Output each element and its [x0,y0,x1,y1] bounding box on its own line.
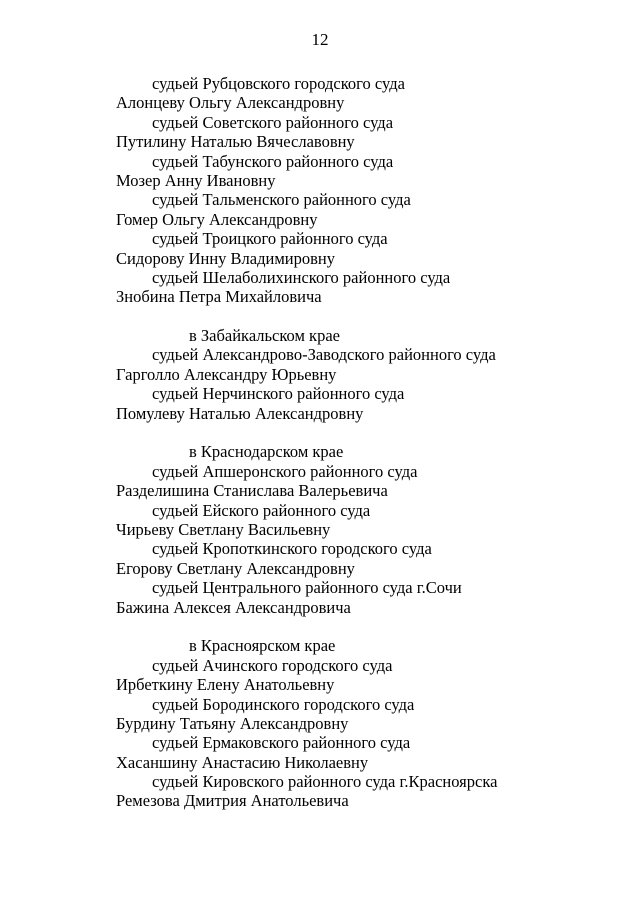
judge-name: Знобина Петра Михайловича [116,287,322,307]
region-section [0,442,640,617]
court-position: судьей Советского районного суда [152,112,394,132]
court-position: судьей Тальменского районного суда [152,190,411,210]
judge-name: Чирьеву Светлану Васильевну [116,519,331,539]
judge-name: Сидорову Инну Владимировну [116,248,335,268]
court-position: судьей Бородинского городского суда [152,694,415,714]
judge-name: Гомер Ольгу Александровну [116,209,318,229]
court-position: судьей Центрального районного суда г.Сочи [152,578,462,598]
region-heading: в Краснодарском крае [189,442,344,462]
judge-name: Мозер Анну Ивановну [116,170,276,190]
page-number: 12 [311,30,329,49]
judge-name: Бажина Алексея Александровича [116,597,351,617]
court-position: судьей Кропоткинского городского суда [152,539,432,559]
court-position: судьей Табунского районного суда [152,151,394,171]
appointment-list [0,74,640,811]
judge-name: Алонцеву Ольгу Александровну [116,93,345,113]
region-section [0,326,640,423]
court-position: судьей Рубцовского городского суда [152,74,405,93]
judge-name: Егорову Светлану Александровну [116,558,355,578]
region-section [0,636,640,811]
judge-name: Бурдину Татьяну Александровну [116,713,349,733]
judge-name: Ремезова Дмитрия Анатольевича [116,791,349,811]
court-position: судьей Ермаковского районного суда [152,733,411,753]
judge-name: Ирбеткину Елену Анатольевну [116,675,335,695]
region-section [0,74,640,307]
judge-name: Гарголло Александру Юрьевну [116,364,337,384]
court-position: судьей Нерчинского районного суда [152,384,405,404]
judge-name: Помулеву Наталью Александровну [116,403,364,423]
judge-name: Хасаншину Анастасию Николаевну [116,752,369,772]
court-position: судьей Ачинского городского суда [152,655,393,675]
region-heading: в Забайкальском крае [189,326,340,346]
court-position: судьей Троицкого районного суда [152,229,388,249]
court-position: судьей Александрово-Заводского районного суда [152,345,496,365]
court-position: судьей Кировского районного суда г.Красноярска [152,772,498,792]
court-position: судьей Шелаболихинского районного суда [152,267,451,287]
judge-name: Разделишина Станислава Валерьевича [116,481,388,501]
court-position: судьей Ейского районного суда [152,500,371,520]
judge-name: Путилину Наталью Вячеславовну [116,132,355,152]
region-heading: в Красноярском крае [189,636,336,656]
court-position: судьей Апшеронского районного суда [152,461,418,481]
